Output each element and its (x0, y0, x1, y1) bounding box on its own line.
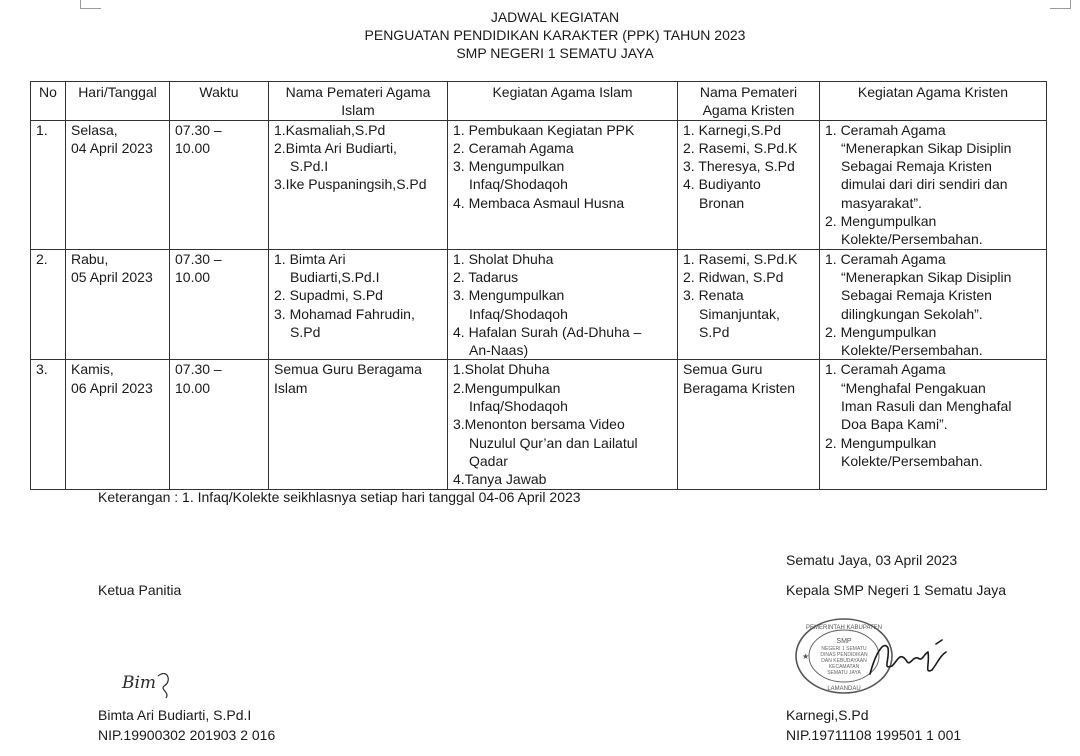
heading-line-3: SMP NEGERI 1 SEMATU JAYA (456, 45, 654, 61)
table-header-row (31, 82, 1047, 121)
cell-day: Rabu, 05 April 2023 (66, 249, 170, 360)
cell-kristen-speakers (678, 249, 820, 360)
table-row (31, 360, 1047, 489)
cell-time: 07.30 – 10.00 (170, 120, 269, 249)
cell-line: 1. Sholat Dhuha (453, 250, 554, 267)
cell-line: Infaq/Shodaqoh (469, 305, 568, 322)
cell-line: Bronan (699, 194, 745, 211)
cell-line: dilingkungan Sekolah”. (841, 305, 983, 322)
cell-line: Kolekte/Persembahan. (841, 342, 983, 359)
cell-line: 1.Kasmaliah,S.Pd (274, 121, 386, 138)
cell-line: Kolekte/Persembahan. (841, 452, 983, 469)
cell-line: Beragama Kristen (683, 379, 796, 396)
cell-line: An-Naas) (469, 342, 529, 359)
cell-no: 3. (31, 360, 66, 489)
cell-line: Kolekte/Persembahan. (841, 231, 983, 248)
committee-chair-title: Ketua Panitia (98, 582, 182, 598)
principal-name: Karnegi,S.Pd (786, 707, 869, 723)
signature-left-scribble: Bim (122, 673, 157, 693)
stamp-star-icon: ★ (802, 652, 810, 661)
heading-line-1: JADWAL KEGIATAN (490, 9, 620, 25)
cell-islam-speakers (269, 120, 448, 249)
cell-line: S.Pd (699, 323, 730, 340)
signature-left-handwritten (120, 664, 180, 700)
cell-line: 1. Bimta Ari (274, 250, 346, 267)
place-date: Sematu Jaya, 03 April 2023 (786, 552, 958, 568)
cell-line: Simanjuntak, (699, 305, 780, 322)
cell-day: Kamis, 06 April 2023 (66, 360, 170, 489)
header-islam-speakers: Nama Pemateri Agama Islam (269, 82, 448, 121)
cell-islam-speakers (269, 360, 448, 489)
cell-line: masyarakat”. (841, 194, 922, 211)
heading-line-2: PENGUATAN PENDIDIKAN KARAKTER (PPK) TAHUN 2023 (364, 27, 746, 43)
principal-title: Kepala SMP Negeri 1 Sematu Jaya (786, 582, 1006, 598)
header-no: No (31, 82, 66, 121)
cell-islam-activities (448, 120, 678, 249)
cell-line: Infaq/Shodaqoh (469, 176, 568, 193)
stamp-outer-top: PEMERINTAH KABUPATEN (805, 625, 883, 631)
cell-line: 2. Tadarus (453, 268, 519, 285)
cell-islam-activities (448, 249, 678, 360)
cell-line: 3. Renata (683, 287, 744, 304)
table-row (31, 249, 1047, 360)
cell-line: 2. Ceramah Agama (453, 139, 574, 156)
cell-line: 4. Budiyanto (683, 176, 761, 193)
header-kristen-speakers: Nama Pemateri Agama Kristen (678, 82, 820, 121)
cell-kristen-speakers (678, 360, 820, 489)
cell-line: 2.Bimta Ari Budiarti, (274, 139, 397, 156)
cell-islam-speakers (269, 249, 448, 360)
cell-line: 3.Menonton bersama Video (453, 416, 625, 433)
cell-line: “Menghafal Pengakuan (841, 379, 986, 396)
cell-line: 2. Mengumpulkan (825, 323, 937, 340)
cell-line: 1. Ceramah Agama (825, 250, 946, 267)
cell-line: Iman Rasuli dan Menghafal (841, 398, 1012, 415)
cell-line: Sebagai Remaja Kristen (841, 287, 992, 304)
cell-kristen-activities (820, 360, 1047, 489)
cell-line: Doa Bapa Kami”. (841, 416, 948, 433)
cell-line: S.Pd.I (290, 158, 329, 175)
stamp-line: DAN KEBUDAYAAN (821, 658, 867, 664)
cell-line: 1. Karnegi,S.Pd (683, 121, 782, 138)
cell-line: 2. Rasemi, S.Pd.K (683, 139, 798, 156)
cell-line: “Menerapkan Sikap Disiplin (841, 268, 1012, 285)
schedule-table (30, 81, 1047, 490)
header-kristen-activities: Kegiatan Agama Kristen (820, 82, 1047, 121)
footnote: Keterangan : 1. Infaq/Kolekte seikhlasnya setiap hari tanggal 04-06 April 2023 (98, 489, 581, 505)
cell-time: 07.30 – 10.00 (170, 249, 269, 360)
cell-line: 4. Membaca Asmaul Husna (453, 194, 625, 211)
stamp-outer-bottom: LAMANDAU (827, 686, 861, 692)
cell-line: 2. Ridwan, S.Pd (683, 268, 784, 285)
cell-line: 2.Mengumpulkan (453, 379, 561, 396)
cell-line: 4.Tanya Jawab (453, 471, 547, 488)
cell-line: S.Pd (290, 323, 321, 340)
header-day: Hari/Tanggal (66, 82, 170, 121)
stamp-line: SEMATU JAYA (827, 670, 861, 676)
cell-time: 07.30 – 10.00 (170, 360, 269, 489)
cell-line: Islam (274, 379, 308, 396)
cell-islam-activities (448, 360, 678, 489)
cell-no: 1. (31, 120, 66, 249)
cell-line: 3. Mengumpulkan (453, 287, 565, 304)
cell-line: Qadar (469, 452, 508, 469)
principal-nip: NIP.19711108 199501 1 001 (786, 727, 962, 743)
cell-line: 4. Hafalan Surah (Ad-Dhuha – (453, 323, 642, 340)
cell-line: Semua Guru Beragama (274, 361, 422, 378)
cell-kristen-activities (820, 249, 1047, 360)
chair-nip: NIP.19900302 201903 2 016 (98, 727, 276, 743)
cell-line: 1. Rasemi, S.Pd.K (683, 250, 798, 267)
cell-line: 1. Ceramah Agama (825, 361, 946, 378)
cell-line: 2. Mengumpulkan (825, 213, 937, 230)
cell-line: 3. Theresya, S.Pd (683, 158, 795, 175)
signature-right-handwritten (862, 630, 952, 690)
cell-line: 3. Mengumpulkan (453, 158, 565, 175)
cell-line: dimulai dari diri sendiri dan (841, 176, 1008, 193)
cell-day: Selasa, 04 April 2023 (66, 120, 170, 249)
cell-kristen-activities (820, 120, 1047, 249)
stamp-line: KECAMATAN (828, 664, 860, 670)
stamp-center: SMP (836, 638, 852, 645)
cell-line: Nuzulul Qur’an dan Lailatul (469, 434, 638, 451)
document-heading (0, 8, 1080, 62)
cell-line: 1. Pembukaan Kegiatan PPK (453, 121, 635, 138)
cell-line: Semua Guru (683, 361, 763, 378)
cell-line: 1. Ceramah Agama (825, 121, 946, 138)
stamp-line: DINAS PENDIDIKAN (820, 652, 868, 658)
cell-no: 2. (31, 249, 66, 360)
header-time: Waktu (170, 82, 269, 121)
cell-line: “Menerapkan Sikap Disiplin (841, 139, 1012, 156)
cell-line: 1.Sholat Dhuha (453, 361, 550, 378)
table-row (31, 120, 1047, 249)
cell-line: 3. Mohamad Fahrudin, (274, 305, 415, 322)
cell-line: 3.Ike Puspaningsih,S.Pd (274, 176, 427, 193)
cell-line: 2. Mengumpulkan (825, 434, 937, 451)
cell-kristen-speakers (678, 120, 820, 249)
stamp-line: NEGERI 1 SEMATU (821, 646, 867, 652)
cell-line: Budiarti,S.Pd.I (290, 268, 380, 285)
cell-line: Infaq/Shodaqoh (469, 398, 568, 415)
cell-line: 2. Supadmi, S.Pd (274, 287, 383, 304)
cell-line: Sebagai Remaja Kristen (841, 158, 992, 175)
chair-name: Bimta Ari Budiarti, S.Pd.I (98, 707, 252, 723)
header-islam-activities: Kegiatan Agama Islam (448, 82, 678, 121)
